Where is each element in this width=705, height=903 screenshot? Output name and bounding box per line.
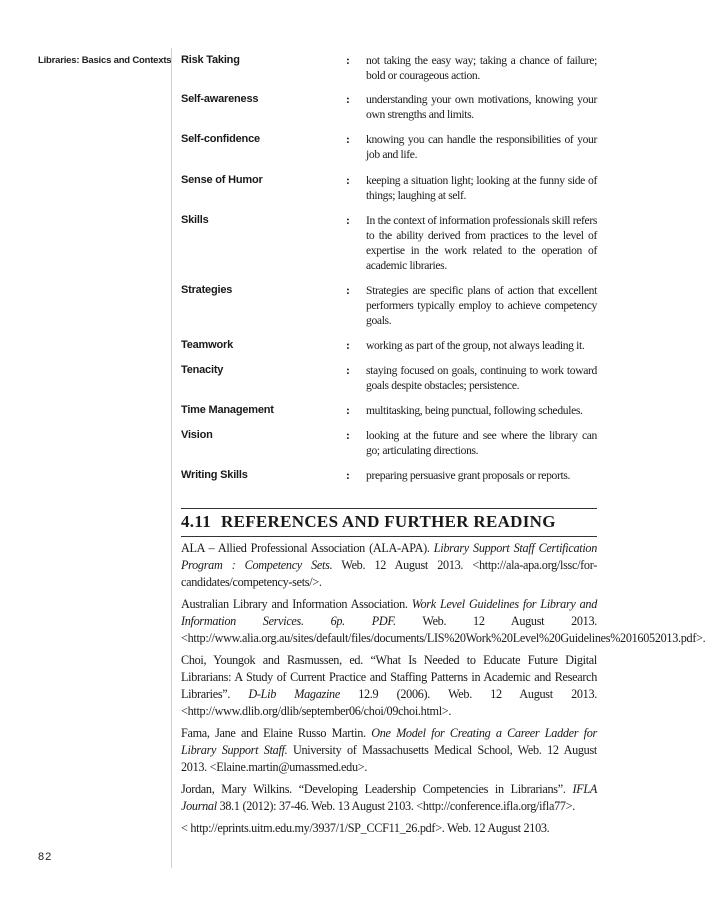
- glossary-separator: :: [346, 54, 350, 67]
- reference-entry: Fama, Jane and Elaine Russo Martin. One Model for Creating a Career Ladder for Library Support Staff. University of Massachusetts Medical School, Web. 12 August 2013. <Elaine.martin@umassmed.edu>.: [181, 726, 597, 774]
- glossary-entry: [181, 403, 597, 418]
- references-list: [181, 540, 705, 837]
- glossary-term: Self-awareness: [181, 93, 259, 105]
- glossary-definition: not taking the easy way; taking a chance of failure; bold or courageous action.: [366, 54, 597, 82]
- glossary-term: Writing Skills: [181, 469, 248, 481]
- reference-entry: ALA – Allied Professional Association (ALA-APA). Library Support Staff Certification Program : Competency Sets. Web. 12 August 2013. <http://ala-apa.org/lssc/for-candidates/competency-sets/>.: [181, 541, 597, 589]
- glossary-term: Teamwork: [181, 339, 233, 351]
- section-number: 4.11: [181, 512, 212, 531]
- glossary-term: Time Management: [181, 404, 274, 416]
- glossary-separator: :: [346, 364, 350, 377]
- glossary-term: Tenacity: [181, 364, 224, 376]
- glossary-term: Skills: [181, 214, 209, 226]
- glossary-definition: multitasking, being punctual, following schedules.: [366, 404, 583, 417]
- reference-entry: Australian Library and Information Association. Work Level Guidelines for Library and Information Services. 6p. PDF. Web. 12 August 2013. <http://www.alia.org.au/sites/default/files/documents/LIS%20Work%20Level%20Guidelines%2016052013.pdf>.: [181, 597, 705, 645]
- glossary-entry: [181, 213, 597, 273]
- glossary-entry: [181, 92, 597, 122]
- reference-entry: < http://eprints.uitm.edu.my/3937/1/SP_CCF11_26.pdf>. Web. 12 August 2103.: [181, 821, 550, 835]
- glossary-definition: Strategies are specific plans of action that excellent performers typically employ to achieve competency goals.: [366, 284, 597, 327]
- glossary-definition: working as part of the group, not always leading it.: [366, 339, 585, 352]
- glossary-separator: :: [346, 214, 350, 227]
- section-title: REFERENCES AND FURTHER READING: [221, 512, 556, 531]
- reference-title: IFLA Journal: [181, 782, 597, 813]
- glossary-definition: knowing you can handle the responsibilities of your job and life.: [366, 133, 597, 161]
- glossary-term: Vision: [181, 429, 213, 441]
- reference-entry: Choi, Youngok and Rasmussen, ed. “What Is Needed to Educate Future Digital Librarians: A Study of Current Practice and Staffing Patterns in Academic and Research Libraries”. D-Lib Magazine 12.9 (2006). Web. 12 August 2013. <http://www.dlib.org/dlib/september06/choi/09choi.html>.: [181, 653, 597, 718]
- glossary-term: Self-confidence: [181, 133, 260, 145]
- glossary-entry: [181, 132, 597, 162]
- glossary-separator: :: [346, 404, 350, 417]
- glossary-definition: understanding your own motivations, knowing your own strengths and limits.: [366, 93, 597, 121]
- section-heading: [181, 512, 597, 532]
- glossary-list: [181, 53, 597, 483]
- glossary-entry: [181, 283, 597, 328]
- glossary-definition: looking at the future and see where the library can go; articulating directions.: [366, 429, 597, 457]
- glossary-separator: :: [346, 339, 350, 352]
- glossary-term: Risk Taking: [181, 54, 240, 66]
- glossary-term: Strategies: [181, 284, 233, 296]
- glossary-separator: :: [346, 174, 350, 187]
- section-rule-top: [181, 508, 597, 509]
- glossary-definition: staying focused on goals, continuing to work toward goals despite obstacles; persistence.: [366, 364, 597, 392]
- glossary-separator: :: [346, 284, 350, 297]
- glossary-separator: :: [346, 93, 350, 106]
- glossary-entry: [181, 428, 597, 458]
- glossary-separator: :: [346, 133, 350, 146]
- margin-divider: [171, 48, 172, 868]
- reference-title: Library Support Staff Certification Program : Competency Sets.: [181, 541, 597, 572]
- glossary-term: Sense of Humor: [181, 174, 263, 186]
- glossary-entry: [181, 173, 597, 203]
- reference-title: Work Level Guidelines for Library and Information Services. 6p. PDF.: [181, 597, 597, 628]
- section-rule-bottom: [181, 536, 597, 537]
- glossary-separator: :: [346, 429, 350, 442]
- glossary-definition: preparing persuasive grant proposals or reports.: [366, 469, 571, 482]
- glossary-entry: [181, 338, 597, 353]
- running-header: Libraries: Basics and Contexts: [38, 55, 172, 66]
- glossary-entry: [181, 363, 597, 393]
- reference-entry: Jordan, Mary Wilkins. “Developing Leadership Competencies in Librarians”. IFLA Journal 38.1 (2012): 37-46. Web. 13 August 2103. <http://conference.ifla.org/ifla77>.: [181, 782, 597, 813]
- glossary-definition: In the context of information professionals skill refers to the ability derived from practices to the level of expertise in the work related to the operation of academic libraries.: [366, 214, 597, 272]
- glossary-definition: keeping a situation light; looking at the funny side of things; laughing at self.: [366, 174, 597, 202]
- page-number: 82: [38, 851, 53, 863]
- reference-title: D-Lib Magazine: [248, 687, 340, 701]
- glossary-separator: :: [346, 469, 350, 482]
- reference-title: One Model for Creating a Career Ladder for Library Support Staff.: [181, 726, 597, 757]
- glossary-entry: [181, 468, 597, 483]
- glossary-entry: [181, 53, 597, 83]
